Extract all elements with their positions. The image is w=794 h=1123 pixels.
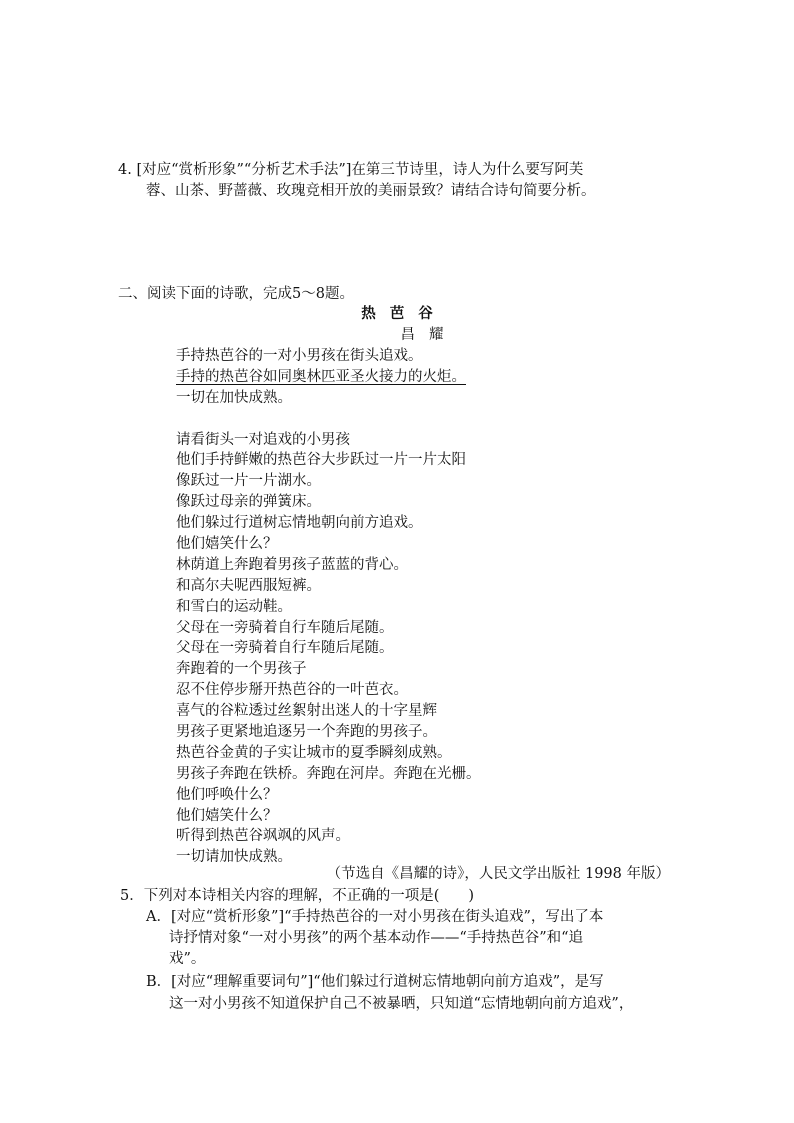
poem-source-citation: （节选自《昌耀的诗》，人民文学出版社 1998 年版） (326, 866, 670, 882)
poem-line: 忍不住停步掰开热芭谷的一叶芭衣。 (176, 682, 408, 699)
poem-line: 一切在加快成熟。 (176, 389, 292, 406)
poem-line: 林荫道上奔跑着男孩子蓝蓝的背心。 (176, 556, 408, 573)
poem-line: 请看街头一对追戏的小男孩 (176, 431, 350, 448)
poem-line: 父母在一旁骑着自行车随后尾随。 (176, 640, 394, 657)
stanza-break (176, 409, 481, 430)
poem-line: 他们呼唤什么？ (176, 786, 278, 803)
option-b-line-1: B．[对应“理解重要词句”]“他们躲过行道树忘情地朝向前方追戏”，是写 (146, 974, 604, 990)
poem-author: 昌耀 (400, 327, 458, 343)
poem-line: 父母在一旁骑着自行车随后尾随。 (176, 619, 394, 636)
poem-line: 男孩子更紧地追逐另一个奔跑的男孩子。 (176, 724, 437, 741)
poem-line: 男孩子奔跑在铁桥。奔跑在河岸。奔跑在光栅。 (176, 765, 481, 782)
poem-line: 他们躲过行道树忘情地朝向前方追戏。 (176, 515, 423, 532)
poem-line: 和雪白的运动鞋。 (176, 598, 292, 615)
poem-body (176, 346, 481, 868)
poem-line: 他们嬉笑什么？ (176, 807, 278, 824)
question-4-line-1: 4. [对应“赏析形象”“分析艺术手法”]在第三节诗里，诗人为什么要写阿芙 (118, 162, 584, 178)
poem-line: 奔跑着的一个男孩子 (176, 661, 307, 678)
poem-line: 热芭谷金黄的子实让城市的夏季瞬刻成熟。 (176, 744, 452, 761)
question-5-stem: 5．下列对本诗相关内容的理解，不正确的一项是( ) (120, 888, 475, 904)
poem-line: 手持热芭谷的一对小男孩在街头追戏。 (176, 348, 423, 364)
option-a-line-2: 诗抒情对象“一对小男孩”的两个基本动作——“手持热芭谷”和“追 (169, 930, 584, 946)
poem-line: 像跃过一片一片湖水。 (176, 473, 321, 490)
poem-line-underlined: 手持的热芭谷如同奥林匹亚圣火接力的火炬。 (176, 368, 466, 385)
poem-line: 像跃过母亲的弹簧床。 (176, 494, 321, 511)
section-2-heading: 二、阅读下面的诗歌，完成5～8题。 (118, 286, 354, 302)
poem-title: 热芭谷 (361, 305, 447, 322)
poem-line: 听得到热芭谷飒飒的风声。 (176, 828, 350, 845)
question-4-line-2: 蓉、山茶、野蔷薇、玫瑰竞相开放的美丽景致？请结合诗句简要分析。 (146, 183, 596, 199)
option-b-line-2: 这一对小男孩不知道保护自己不被暴晒，只知道“忘情地朝向前方追戏”， (169, 996, 634, 1012)
poem-line: 他们手持鲜嫩的热芭谷大步跃过一片一片太阳 (176, 452, 466, 469)
poem-line: 喜气的谷粒透过丝絮射出迷人的十字星辉 (176, 703, 437, 720)
option-a-line-1: A．[对应“赏析形象”]“手持热芭谷的一对小男孩在街头追戏”，写出了本 (146, 909, 604, 925)
poem-line: 他们嬉笑什么？ (176, 536, 278, 553)
poem-line: 一切请加快成熟。 (176, 849, 292, 866)
poem-line: 和高尔夫呢西服短裤。 (176, 577, 321, 594)
option-a-line-3: 戏”。 (169, 951, 206, 967)
